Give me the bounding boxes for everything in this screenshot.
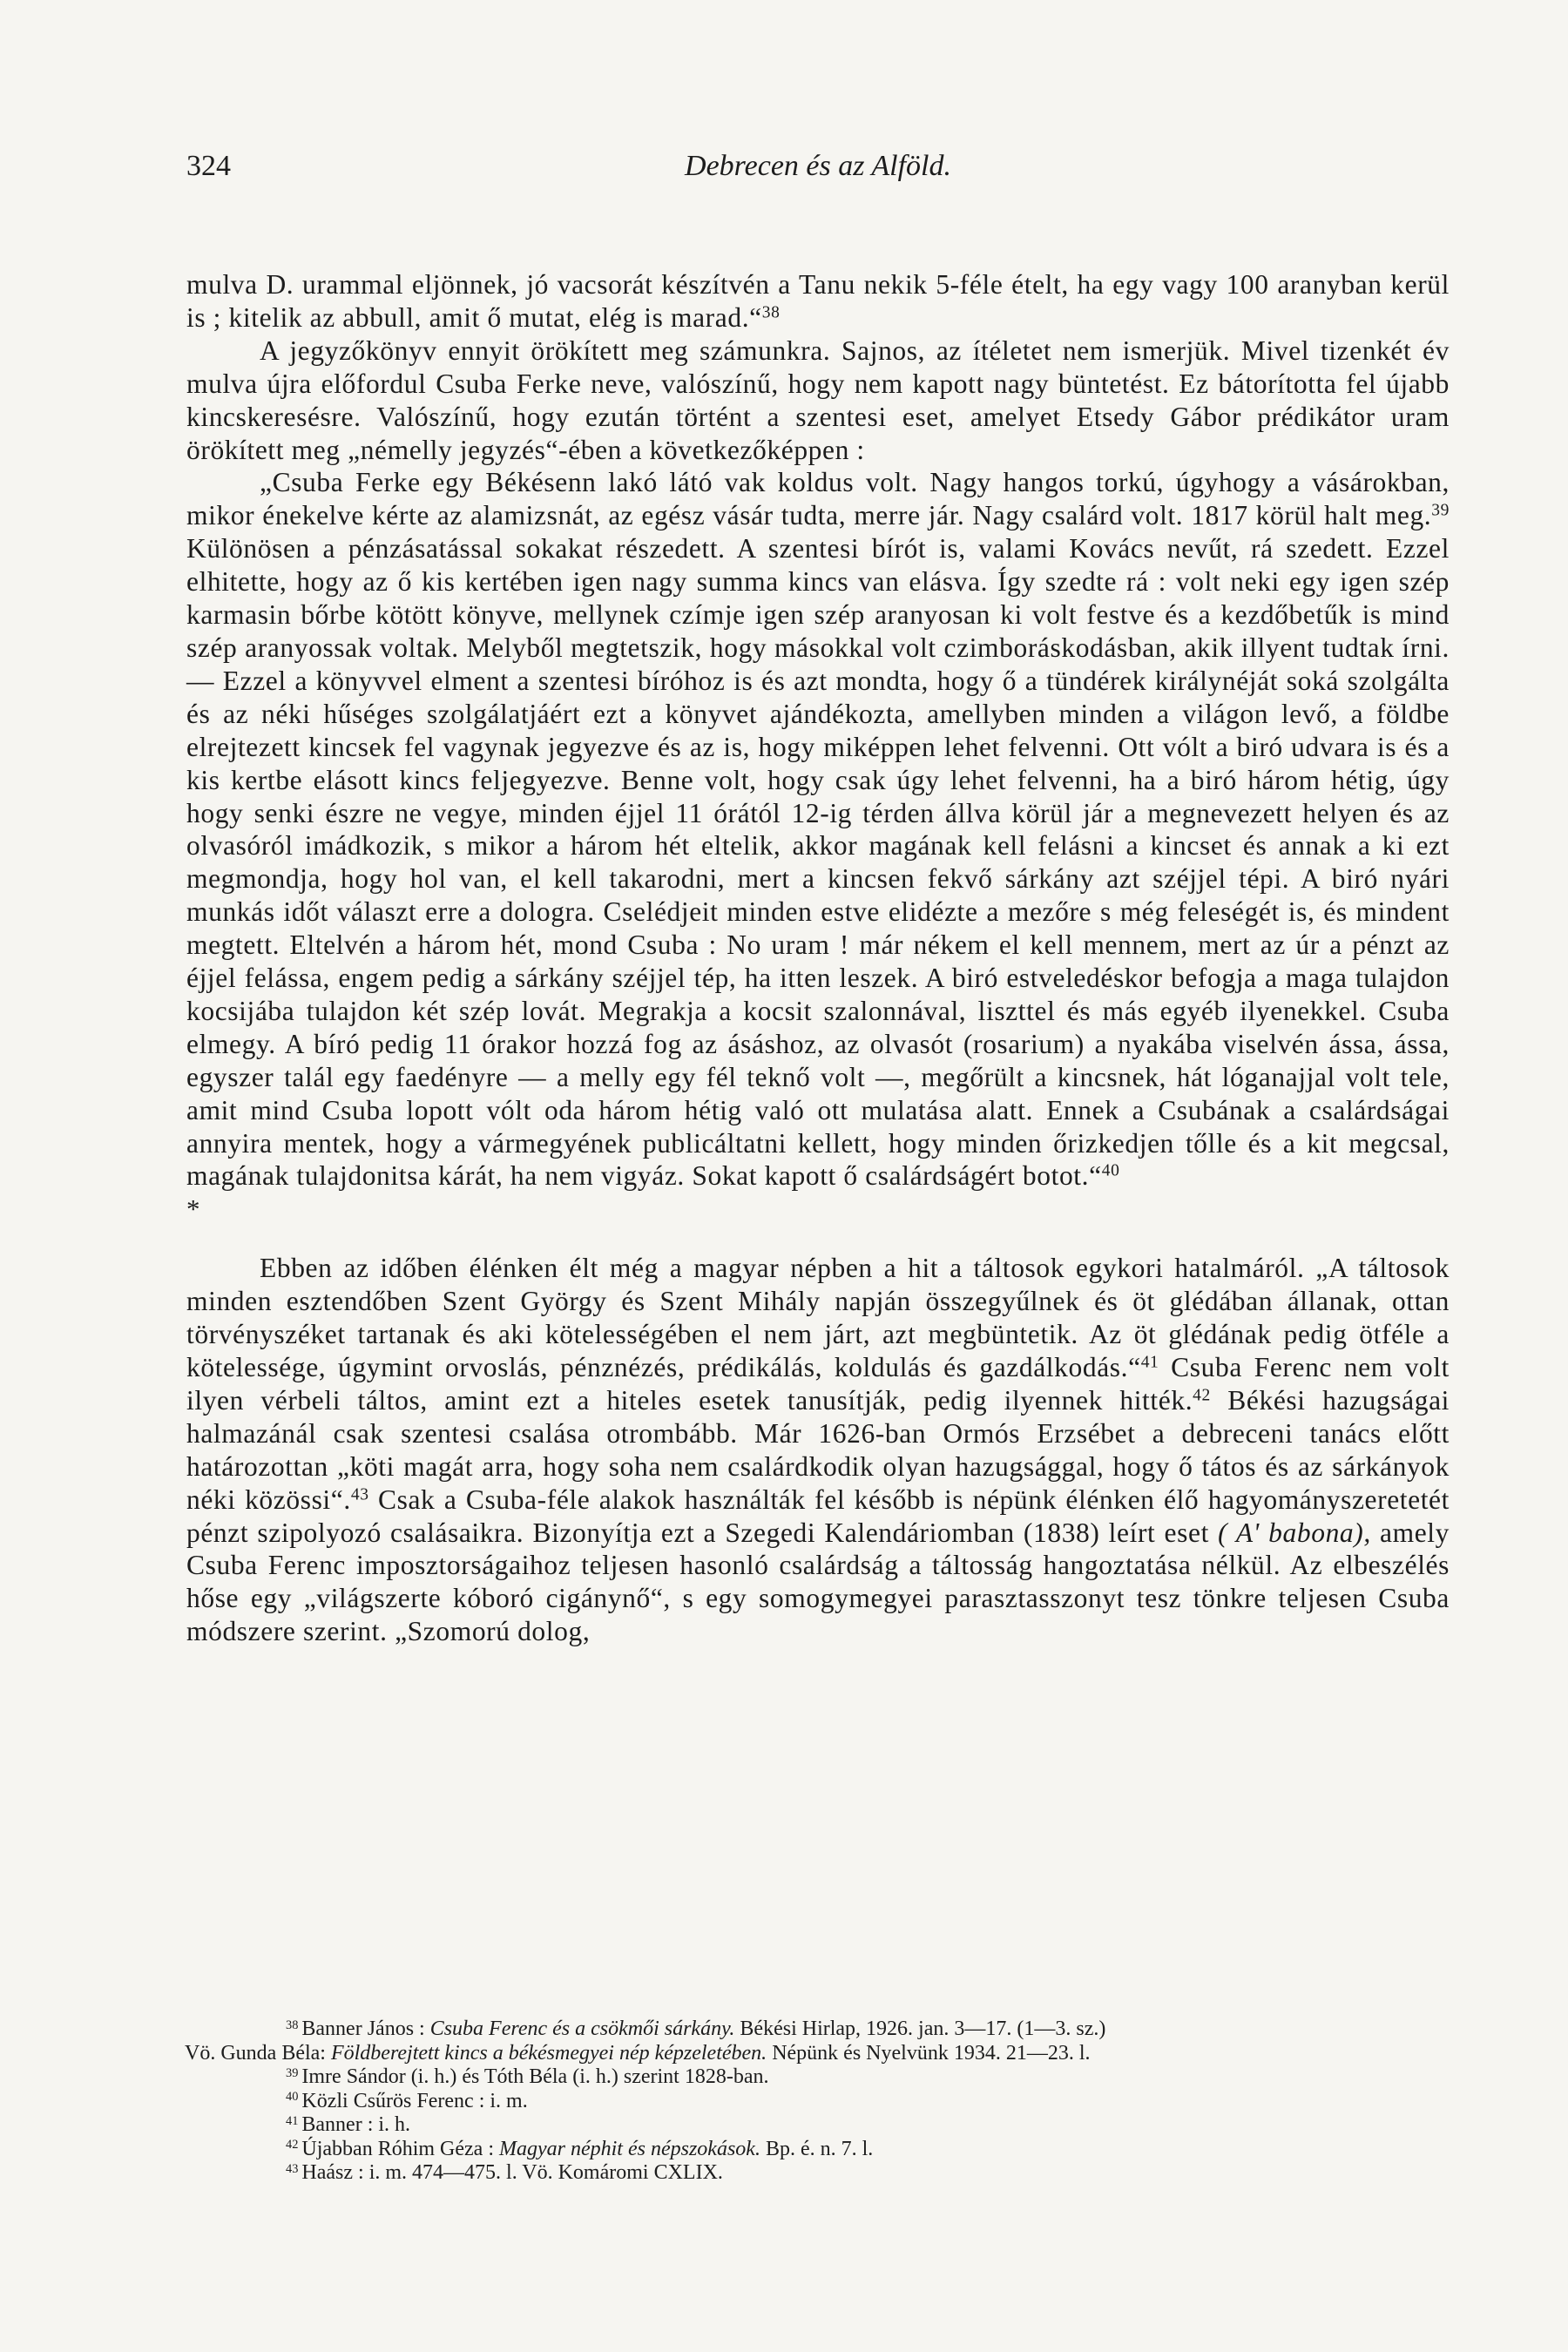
paragraph-1	[186, 268, 1450, 335]
footnote-ref-41: 41	[1140, 1353, 1159, 1372]
p4-text-d: Csak a Csuba-féle alakok használták fel később is népünk élénken élő hagyományszeretetét pénzt szipolyozó csalásaikra. Bizonyítja ezt a Szegedi Kalendáriomban (1838) leírt eset	[186, 1484, 1450, 1548]
footnote-number: 41	[286, 2113, 299, 2128]
footnote-text: Imre Sándor (i. h.) és Tóth Béla (i. h.) szerint 1828-ban.	[301, 2065, 769, 2088]
footnote-41	[185, 2113, 1452, 2138]
footnote-text: Újabban Róhim Géza :	[301, 2137, 499, 2160]
quoted-paragraph	[186, 466, 1450, 1193]
footnote-text: Földberejtett kincs a békésmegyei nép képzeletében.	[330, 2041, 767, 2065]
footnote-text: Haász : i. m. 474—475. l. Vö. Komáromi CXLIX.	[301, 2161, 723, 2184]
footnote-number: 39	[286, 2065, 299, 2080]
footnote-39	[185, 2065, 1452, 2090]
footnote-text: Népünk és Nyelvünk 1934. 21—23. l.	[767, 2041, 1091, 2065]
footnote-text: Vö. Gunda Béla:	[185, 2041, 331, 2065]
footnotes	[185, 2017, 1452, 2186]
footnote-number: 38	[286, 2017, 299, 2032]
section-separator: *	[186, 1193, 201, 1225]
footnote-number: 43	[286, 2161, 299, 2176]
running-title: Debrecen és az Alföld.	[685, 150, 951, 182]
footnote-42	[185, 2138, 1452, 2162]
footnote-43	[185, 2161, 1452, 2186]
footnote-text: Csuba Ferenc és a csökmői sárkány.	[429, 2017, 735, 2040]
page-header	[186, 150, 1450, 193]
p4-italic-title: ( A' babona),	[1218, 1517, 1371, 1548]
footnote-text: Banner János :	[301, 2017, 430, 2040]
paragraph-4	[186, 1252, 1450, 1648]
footnote-text: Közli Csűrös Ferenc : i. m.	[301, 2089, 528, 2112]
footnote-cont-1	[185, 2042, 1452, 2066]
paragraph-1-text: mulva D. urammal eljönnek, jó vacsorát készítvén a Tanu nekik 5-féle ételt, ha egy vagy 100 aranyban kerül is ; kitelik az abbull, amit ő mutat, elég is marad.“	[186, 269, 1450, 333]
body-text	[186, 268, 1450, 1648]
quote-text-b: Különösen a pénzásatással sokakat részedett. A szentesi bírót is, valami Kovács nevűt, rá szedett. Ezzel elhitette, hogy az ő kis kertében igen nagy summa kincs van elásva. Így szedte rá : volt neki egy igen szép karmasin bőrbe kötött könyve, mellynek czímje igen szép aranyosan ki volt festve és a kezdőbetűk is mind szép aranyossak voltak. Melyből megtetszik, hogy másokkal volt czimboráskodásban, akik illyent tudtak írni. — Ezzel a könyvvel elment a szentesi bíróhoz is és azt mondta, hogy ő a tündérek királynéját soká szolgálta és az néki hűséges szolgálatjáért ezt a könyvet ajándékozta, amellyben minden a világon levő, a földbe elrejtezett kincsek fel vagynak jegyezve és az is, hogy miképpen lehet felvenni. Ott vólt a biró udvara is és a kis kertbe elásott kincs feljegyezve. Benne volt, hogy csak úgy lehet felvenni, ha a biró három hétig, úgy hogy senki észre ne vegye, minden éjjel 11 órától 12-ig térden állva körül jár a megnevezett helyen és az olvasóról imádkozik, s mikor a három hét eltelik, akkor magának kell felásni a kincset és annak a ki ezt megmondja, hogy hol van, el kell takarodni, mert a kincsen fekvő sárkány azt széjjel tépi. A biró nyári munkás időt választ erre a dologra. Cselédjeit minden estve elidézte a mezőre s még feleségét is, és mindent megtett. Eltelvén a három hét, mond Csuba : No uram ! már nékem el kell mennem, mert az úr a pénzt az éjjel felássa, engem pedig a sárkány széjjel tép, ha itten leszek. A biró estveledéskor befogja a maga tulajdon kocsijába tulajdon két szép lovát. Megrakja a kocsit szalonnával, liszttel és más egyéb ilyenekkel. Csuba elmegy. A bíró pedig 11 órakor hozzá fog az ásáshoz, az olvasót (rosarium) a nyakába viselvén ássa, ássa, egyszer talál egy faedényre — a melly egy fél teknő volt —, megőrült a kincsnek, hát lóganajjal volt tele, amit mind Csuba lopott vólt oda három hétig való ott mulatása alatt. Ennek a Csubának a csalárdságai annyira mentek, hogy a vármegyének publicáltatni kellett, hogy minden őrizkedjen tőlle és a kit megcsal, magának tulajdonitsa kárát, ha nem vigyáz. Sokat kapott ő csalárdságért botot.“	[186, 533, 1450, 1192]
quote-text-a: „Csuba Ferke egy Békésenn lakó látó vak koldus volt. Nagy hangos torkú, úgyhogy a vásárokban, mikor énekelve kérte az alamizsnát, az egész vásár tudta, merre jár. Nagy csalárd volt. 1817 körül halt meg.	[186, 467, 1450, 531]
footnote-ref-39: 39	[1431, 501, 1450, 520]
footnote-40	[185, 2090, 1452, 2114]
paragraph-2: A jegyzőkönyv ennyit örökített meg számunkra. Sajnos, az ítéletet nem ismerjük. Mivel tizenkét év mulva újra előfordul Csuba Ferke neve, valószínű, hogy nem kapott nagy büntetést. Ez bátorította fel újabb kincskeresésre. Valószínű, hogy ezután történt a szentesi eset, amelyet Etsedy Gábor prédikátor uram örökített meg „némelly jegyzés“-ében a következőképpen :	[186, 335, 1450, 465]
page-number: 324	[186, 150, 231, 182]
footnote-ref-40: 40	[1101, 1161, 1120, 1180]
footnote-number: 40	[286, 2090, 299, 2105]
p4-text-e: amely Csuba Ferenc imposztorságaihoz teljesen hasonló csalárdság a táltosság hangoztatása nélkül. Az elbeszélés hőse egy „világszerte kóboró cigánynő“, s egy somogymegyei parasztasszonyt tesz tönkre teljesen Csuba módszere szerint. „Szomorú dolog,	[186, 1517, 1450, 1647]
footnote-ref-43: 43	[350, 1484, 369, 1504]
footnote-ref-42: 42	[1193, 1386, 1211, 1405]
footnote-38	[185, 2017, 1452, 2042]
footnote-text: Banner : i. h.	[301, 2113, 411, 2136]
footnote-text: Magyar néphit és népszokások.	[499, 2137, 760, 2160]
p4-text-b: Csuba Ferenc nem volt ilyen vérbeli táltos, amint ezt a hiteles esetek tanusítják, pedig ilyennek hitték.	[186, 1352, 1450, 1416]
p4-text-a: Ebben az időben élénken élt még a magyar népben a hit a táltosok egykori hatalmáról. „A táltosok minden esztendőben Szent György és Szent Mihály napján összegyűlnek és öt glédában állanak, ottan törvényszéket tartanak és aki kötelességében el nem járt, azt megbüntetik. Az öt glédának pedig ötféle a kötelessége, úgymint orvoslás, pénznézés, prédikálás, koldulás és gazdálkodás.“	[186, 1253, 1450, 1382]
footnote-ref-38: 38	[761, 303, 781, 322]
p4-text-c: Békési hazugságai halmazánál csak szentesi csalása otrombább. Már 1626-ban Ormós Erzsébet a debreceni tanács előtt határozottan „köti magát arra, hogy soha nem csalárdkodik olyan hazugsággal, hogy ő tátos és az sárkányok néki közössi“.	[186, 1384, 1450, 1515]
footnote-number: 42	[286, 2138, 299, 2153]
footnote-text: Békési Hirlap, 1926. jan. 3—17. (1—3. sz.)	[734, 2017, 1106, 2040]
footnote-text: Bp. é. n. 7. l.	[760, 2137, 874, 2160]
